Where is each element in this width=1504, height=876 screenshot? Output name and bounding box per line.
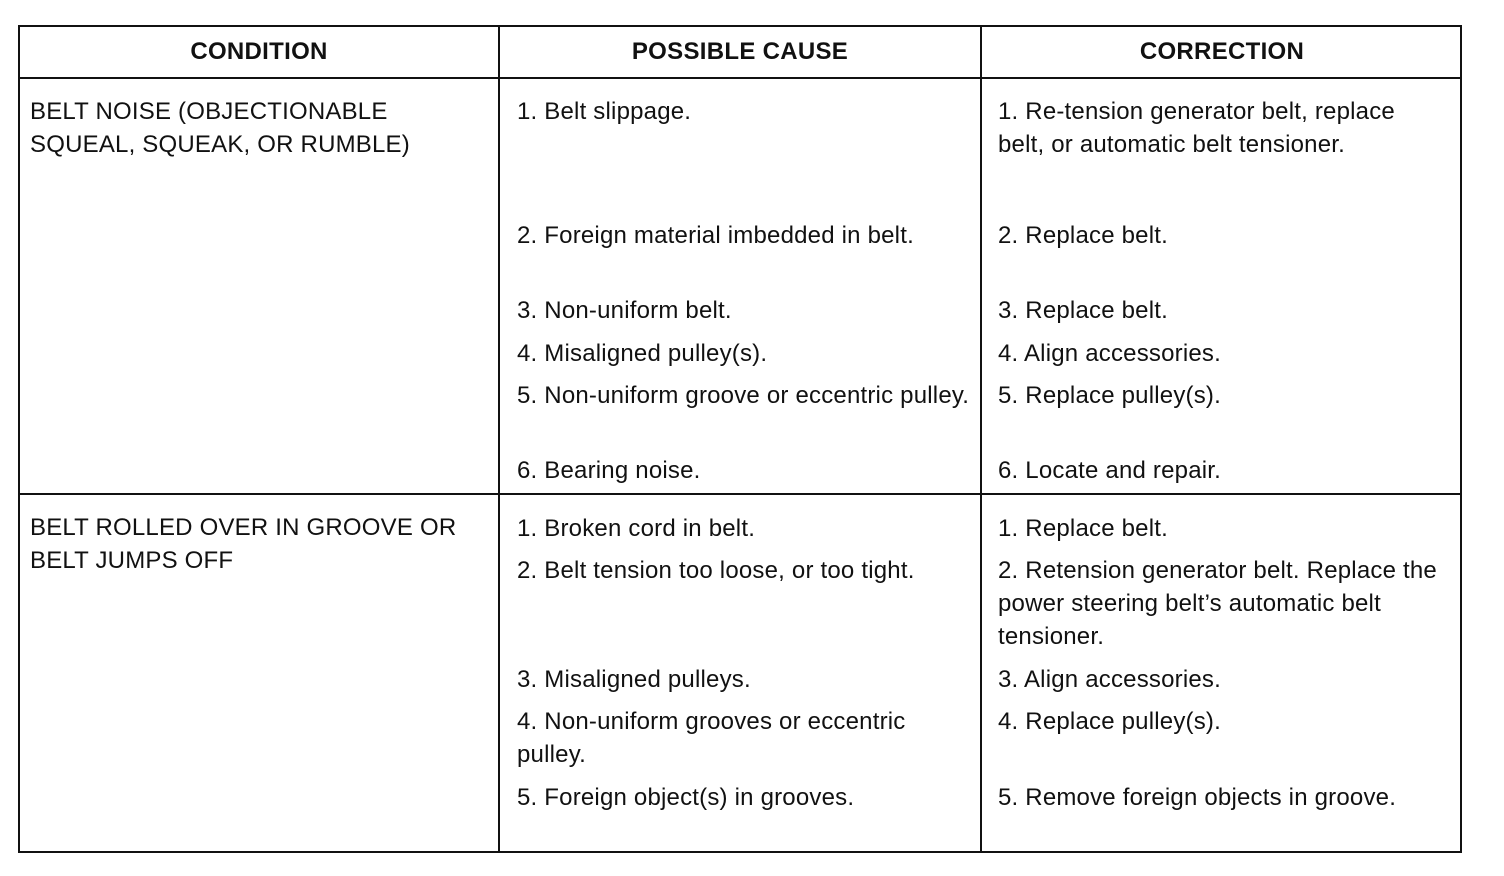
correction-cell: 5. Remove foreign objects in groove. (998, 784, 1397, 811)
troubleshooting-table (18, 25, 1462, 853)
correction-cell: 1. Re-tension generator belt, replace belt, or automatic belt tensioner. (998, 98, 1395, 158)
column-divider (498, 27, 500, 851)
cause-cell: 2. Foreign material imbedded in belt. (517, 222, 914, 249)
cause-cell: 1. Belt slippage. (517, 98, 692, 125)
section-divider (20, 493, 1460, 495)
header-condition: CONDITION (190, 38, 328, 65)
correction-cell: 4. Align accessories. (998, 340, 1221, 367)
header-possible-cause: POSSIBLE CAUSE (631, 38, 849, 65)
correction-cell: 3. Replace belt. (998, 297, 1168, 324)
correction-cell: 5. Replace pulley(s). (998, 382, 1221, 409)
correction-cell: 4. Replace pulley(s). (998, 708, 1221, 735)
header-divider (20, 77, 1460, 79)
cause-cell: 6. Bearing noise. (517, 457, 701, 484)
cause-cell: 3. Non-uniform belt. (517, 297, 732, 324)
column-divider (980, 27, 982, 851)
cause-cell: 4. Misaligned pulley(s). (517, 340, 768, 367)
cause-cell: 1. Broken cord in belt. (517, 515, 756, 542)
cause-cell: 3. Misaligned pulleys. (517, 666, 751, 693)
condition-belt-noise: BELT NOISE (OBJECTIONABLE SQUEAL, SQUEAK, OR RUMBLE) (30, 98, 410, 158)
cause-cell: 5. Non-uniform groove or eccentric pulley. (517, 382, 970, 409)
correction-cell: 3. Align accessories. (998, 666, 1221, 693)
cause-cell: 2. Belt tension too loose, or too tight. (517, 557, 915, 584)
cause-cell: 5. Foreign object(s) in grooves. (517, 784, 855, 811)
correction-cell: 2. Retension generator belt. Replace the power steering belt’s automatic belt tensioner. (998, 557, 1437, 650)
correction-cell: 2. Replace belt. (998, 222, 1168, 249)
correction-cell: 1. Replace belt. (998, 515, 1168, 542)
cause-cell: 4. Non-uniform grooves or eccentric pulley. (517, 708, 906, 768)
header-correction: CORRECTION (1139, 38, 1305, 65)
condition-belt-rolled-over: BELT ROLLED OVER IN GROOVE OR BELT JUMPS OFF (30, 514, 457, 574)
correction-cell: 6. Locate and repair. (998, 457, 1222, 484)
